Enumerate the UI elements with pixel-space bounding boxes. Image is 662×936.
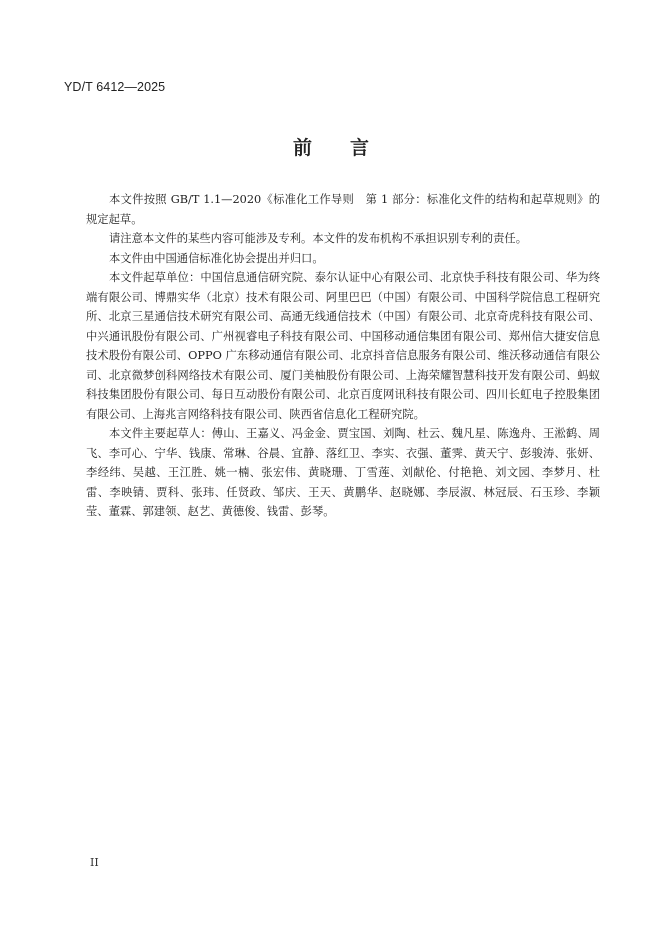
page-title	[0, 133, 662, 160]
document-code: YD/T 6412—2025	[64, 80, 166, 94]
paragraph-drafting-organizations: 本文件起草单位：中国信息通信研究院、泰尔认证中心有限公司、北京快手科技有限公司、华为终端有限公司、博鼎实华（北京）技术有限公司、阿里巴巴（中国）有限公司、中国科学院信息工程研究所、北京三星通信技术研究有限公司、高通无线通信技术（中国）有限公司、北京奇虎科技有限公司、中兴通讯股份有限公司、广州视睿电子科技有限公司、中国移动通信集团有限公司、郑州信大捷安信息技术股份有限公司、OPPO 广东移动通信有限公司、北京抖音信息服务有限公司、维沃移动通信有限公司、北京微梦创科网络技术有限公司、厦门美柚股份有限公司、上海荣耀智慧科技开发有限公司、蚂蚁科技集团股份有限公司、每日互动股份有限公司、北京百度网讯科技有限公司、四川长虹电子控股集团有限公司、上海兆言网络科技有限公司、陕西省信息化工程研究院。	[86, 271, 600, 421]
paragraph-patent-notice: 请注意本文件的某些内容可能涉及专利。本文件的发布机构不承担识别专利的责任。	[109, 232, 527, 245]
page-number: II	[90, 856, 99, 869]
title-char-1: 前	[292, 137, 312, 159]
title-char-2: 言	[350, 137, 370, 159]
paragraph-proposer: 本文件由中国通信标准化协会提出并归口。	[109, 251, 324, 265]
foreword-body	[86, 190, 600, 522]
paragraph-drafters: 本文件主要起草人：傅山、王嘉义、冯金金、贾宝国、刘陶、杜云、魏凡星、陈逸舟、王淞鹤、周飞、李可心、宁华、钱康、常琳、谷晨、宜静、落红卫、李实、衣强、董霁、黄天宁、彭骏涛、张妍、李经纬、吴越、王江胜、姚一楠、张宏伟、黄晓珊、丁雪莲、刘献伦、付艳艳、刘文园、李梦月、杜雷、李映锖、贾科、张玮、任贤政、邹庆、王天、黄鹏华、赵晓娜、李辰淑、林冠辰、石玉珍、李颖莹、董霖、郭建领、赵艺、黄德俊、钱雷、彭琴。	[86, 427, 600, 518]
paragraph-drafting-rules: 本文件按照 GB/T 1.1—2020《标准化工作导则 第 1 部分：标准化文件的结构和起草规则》的规定起草。	[86, 193, 600, 226]
